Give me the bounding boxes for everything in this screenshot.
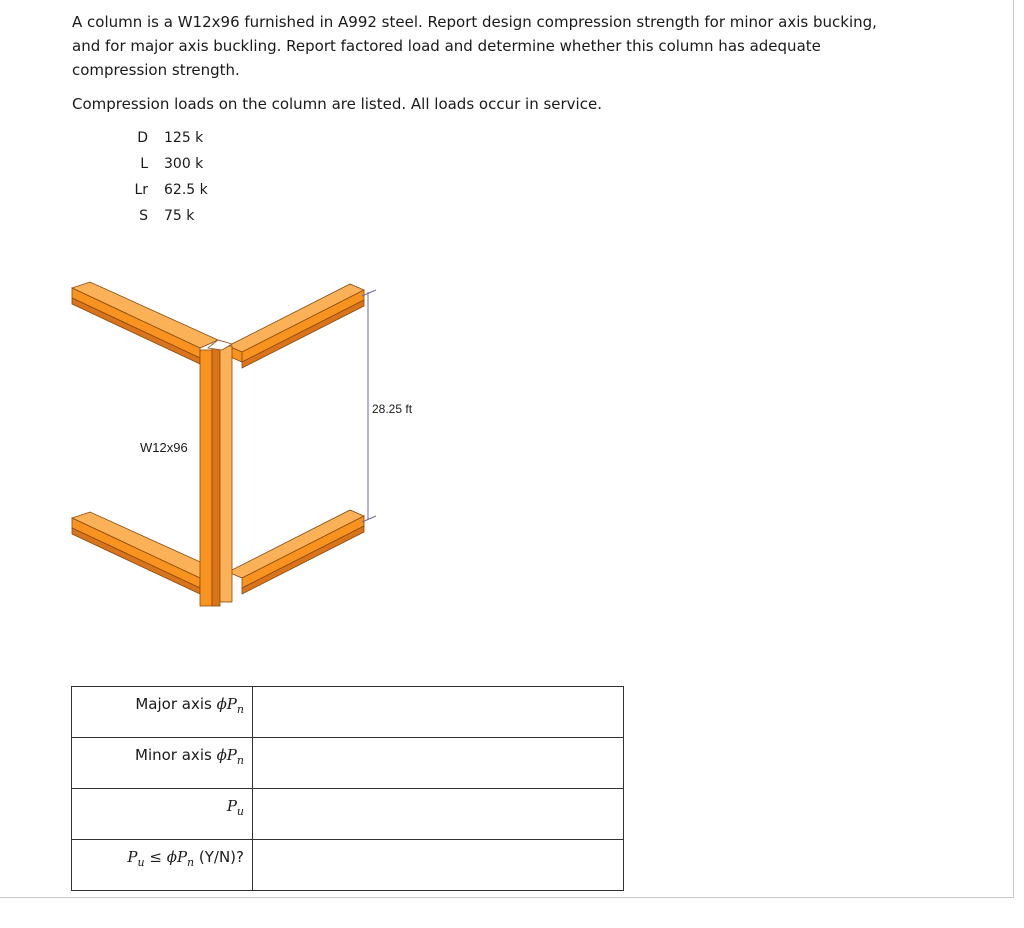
major-axis-prefix: Major axis <box>135 695 217 713</box>
column-label: W12x96 <box>140 440 188 455</box>
load-row <box>118 180 208 206</box>
load-symbol: S <box>139 208 148 224</box>
major-axis-label <box>72 687 253 738</box>
bottom-left-beam <box>72 512 218 594</box>
results-table <box>71 686 624 891</box>
result-row-minor <box>72 738 624 789</box>
problem-line-2: and for major axis buckling. Report factored load and determine whether this column has adequate <box>72 37 821 55</box>
load-row <box>118 206 208 232</box>
phi-pn-subscript: n <box>187 856 195 869</box>
minor-axis-label <box>72 738 253 789</box>
load-value: 75 k <box>164 208 195 224</box>
load-symbol: Lr <box>134 182 148 198</box>
column-frame-figure <box>60 270 460 615</box>
top-left-beam <box>72 282 218 364</box>
pu-label <box>72 789 253 840</box>
load-symbol: D <box>137 130 148 146</box>
phi-pn-subscript: n <box>236 703 244 716</box>
load-symbol: L <box>140 156 148 172</box>
result-row-major <box>72 687 624 738</box>
load-value: 300 k <box>164 156 204 172</box>
load-value: 62.5 k <box>164 182 208 198</box>
load-row <box>118 128 208 154</box>
major-axis-answer[interactable] <box>253 687 624 738</box>
phi-pn-symbol: ϕP <box>216 746 237 764</box>
result-row-pu <box>72 789 624 840</box>
bottom-right-beam <box>228 510 364 594</box>
pu-symbol: P <box>226 797 237 815</box>
problem-line-3: compression strength. <box>72 61 240 79</box>
column <box>200 340 232 606</box>
pu-answer[interactable] <box>253 789 624 840</box>
minor-axis-answer[interactable] <box>253 738 624 789</box>
check-label <box>72 840 253 891</box>
leq-phi-pn-symbol: ≤ ϕP <box>144 848 188 866</box>
loads-table <box>118 128 208 232</box>
problem-line-1: A column is a W12x96 furnished in A992 steel. Report design compression strength for minor axis bucking, <box>72 13 877 31</box>
top-right-beam <box>228 284 364 368</box>
pu-subscript: u <box>236 805 244 818</box>
load-value: 125 k <box>164 130 204 146</box>
problem-statement <box>72 10 892 82</box>
pu-symbol: P <box>127 848 138 866</box>
height-label: 28.25 ft <box>372 402 413 416</box>
minor-axis-prefix: Minor axis <box>135 746 217 764</box>
phi-pn-subscript: n <box>236 754 244 767</box>
yn-suffix: (Y/N)? <box>194 848 244 866</box>
phi-pn-symbol: ϕP <box>216 695 237 713</box>
result-row-check <box>72 840 624 891</box>
check-answer[interactable] <box>253 840 624 891</box>
load-row <box>118 154 208 180</box>
pu-subscript: u <box>137 856 145 869</box>
loads-intro: Compression loads on the column are listed. All loads occur in service. <box>72 95 602 113</box>
